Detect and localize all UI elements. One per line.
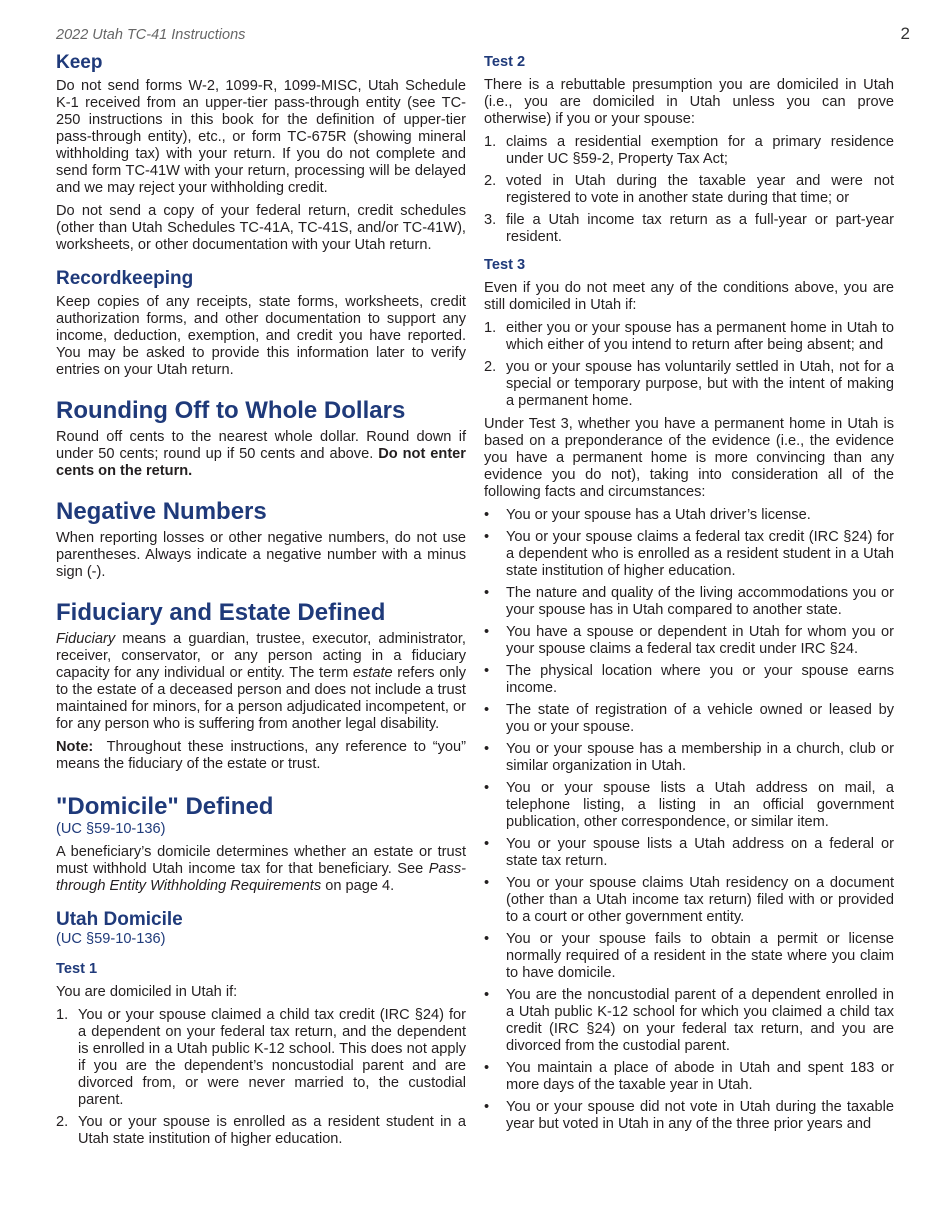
keep-paragraph-1: Do not send forms W-2, 1099-R, 1099-MISC, Utah Schedule K-1 received from an upper-tier pass-through entity (see TC-250 instructions in this book for the definition of upper-tier pass-through entity), etc., or form TC-675R (showing mineral withholding tax) with your return. If you do not complete and send form TC-41W with your return, processing will be delayed and we may reject your withholding credit. — [56, 78, 466, 196]
list-item: • You are the noncustodial parent of a dependent enrolled in a Utah public K-12 school for which you claimed a child tax credit (IRC §24) on your federal tax return, and you are divorced from the custodial parent. — [484, 987, 894, 1054]
negative-numbers-heading: Negative Numbers — [56, 498, 267, 525]
test-2-intro: There is a rebuttable presumption you are domiciled in Utah (i.e., you are domiciled in Utah unless you can prove otherwise) if you or your spouse: — [484, 77, 894, 127]
list-item: 2. you or your spouse has voluntarily settled in Utah, not for a special or temporary purpose, but with the intent of making a permanent home. — [484, 359, 894, 409]
list-item: 3. file a Utah income tax return as a full-year or part-year resident. — [484, 212, 894, 245]
keep-paragraph-2: Do not send a copy of your federal return, credit schedules (other than Utah Schedules TC-41A, TC-41S, and/or TC-41W), worksheets, or other documentation with your Utah return. — [56, 203, 466, 253]
test-3-intro: Even if you do not meet any of the conditions above, you are still domiciled in Utah if: — [484, 280, 894, 313]
negative-numbers-paragraph: When reporting losses or other negative numbers, do not use parentheses. Always indicate a negative number with a minus sign (-). — [56, 530, 466, 580]
left-column — [56, 52, 466, 1154]
list-item: • You or your spouse lists a Utah address on mail, a telephone listing, a listing in an official government publication, other correspondence, or similar item. — [484, 780, 894, 830]
fiduciary-note: Note: Throughout these instructions, any reference to “you” means the fiduciary of the estate or trust. — [56, 739, 466, 772]
list-item: • You or your spouse did not vote in Utah during the taxable year but voted in Utah in any of the three prior years and — [484, 1099, 894, 1132]
test-3-heading: Test 3 — [484, 257, 526, 273]
list-item: • You have a spouse or dependent in Utah for whom you or your spouse claims a federal tax credit under IRC §24. — [484, 624, 894, 657]
list-item: 2. You or your spouse is enrolled as a resident student in a Utah state institution of higher education. — [56, 1114, 466, 1147]
list-item: 1. either you or your spouse has a permanent home in Utah to which either of you intend to return after being absent; and — [484, 320, 894, 353]
domicile-factors-list — [484, 507, 894, 1133]
test-2-heading: Test 2 — [484, 54, 526, 70]
list-item: • The nature and quality of the living accommodations you or your spouse has in Utah compared to another state. — [484, 585, 894, 618]
list-item: • The physical location where you or your spouse earns income. — [484, 663, 894, 696]
rounding-bold-note: Do not enter cents on the return. — [56, 446, 466, 479]
list-item: 2. voted in Utah during the taxable year and were not registered to vote in another state during that time; or — [484, 173, 894, 206]
list-item: • The state of registration of a vehicle owned or leased by you or your spouse. — [484, 702, 894, 735]
list-item: 1. You or your spouse claimed a child tax credit (IRC §24) for a dependent on your federal tax return, and the dependent is enrolled in a Utah public K-12 school. This does not apply if you are the dependent’s noncustodial parent and are divorced from, or were never married to, the custodial parent. — [56, 1007, 466, 1108]
right-column — [484, 53, 894, 1139]
list-item: 1. claims a residential exemption for a primary residence under UC §59-2, Property Tax Act; — [484, 134, 894, 167]
domicile-heading: "Domicile" Defined — [56, 793, 274, 820]
list-item: • You or your spouse claims a federal tax credit (IRC §24) for a dependent who is enrolled as a resident student in a Utah state institution of higher education. — [484, 529, 894, 579]
utah-domicile-citation: (UC §59-10-136) — [56, 931, 166, 947]
document-header-title: 2022 Utah TC-41 Instructions — [56, 27, 246, 43]
fiduciary-heading: Fiduciary and Estate Defined — [56, 599, 386, 626]
keep-heading: Keep — [56, 52, 103, 73]
test-3-paragraph: Under Test 3, whether you have a permanent home in Utah is based on a preponderance of the evidence (i.e., the evidence you have a permanent home is more convincing than any evidence you do not), taking into consideration all of the following facts and circumstances: — [484, 416, 894, 500]
list-item: • You or your spouse has a Utah driver’s license. — [484, 507, 811, 523]
list-item: • You or your spouse lists a Utah address on a federal or state tax return. — [484, 836, 894, 869]
domicile-citation: (UC §59-10-136) — [56, 821, 166, 837]
test-3-list — [484, 320, 894, 410]
rounding-heading: Rounding Off to Whole Dollars — [56, 397, 406, 424]
fiduciary-paragraph: Fiduciary means a guardian, trustee, executor, administrator, receiver, conservator, or any person acting in a fiduciary capacity for any individual or entity. The term estate refers only to the estate of a deceased person and does not include a trust maintained for minors, for a person adjudicated incompetent, or for any person who is suffering from another legal disability. — [56, 631, 467, 732]
list-item: • You or your spouse fails to obtain a permit or license normally required of a resident in the state where you claim to have domicile. — [484, 931, 894, 981]
recordkeeping-heading: Recordkeeping — [56, 268, 194, 289]
list-item: • You or your spouse has a membership in a church, club or similar organization in Utah. — [484, 741, 894, 774]
list-item: • You maintain a place of abode in Utah and spent 183 or more days of the taxable year in Utah. — [484, 1060, 894, 1093]
test-2-list — [484, 134, 894, 246]
recordkeeping-paragraph: Keep copies of any receipts, state forms, worksheets, credit authorization forms, and other documentation to support any income, deduction, exemption, and credit you have reported. You may be asked to provide this information later to verify entries on your Utah return. — [56, 294, 466, 378]
domicile-paragraph: A beneficiary’s domicile determines whether an estate or trust must withhold Utah income tax for that beneficiary. See Pass-through Entity Withholding Requirements on page 4. — [56, 844, 466, 894]
test-1-intro: You are domiciled in Utah if: — [56, 984, 238, 1000]
test-1-heading: Test 1 — [56, 961, 98, 977]
list-item: • You or your spouse claims Utah residency on a document (other than a Utah income tax return) filed with or provided to a court or other government entity. — [484, 875, 894, 925]
test-1-list — [56, 1007, 466, 1148]
utah-domicile-heading: Utah Domicile — [56, 909, 183, 930]
rounding-paragraph: Round off cents to the nearest whole dollar. Round down if under 50 cents; round up if 50 cents and above. Do not enter cents on the return. — [56, 429, 466, 479]
page-number: 2 — [900, 24, 910, 43]
